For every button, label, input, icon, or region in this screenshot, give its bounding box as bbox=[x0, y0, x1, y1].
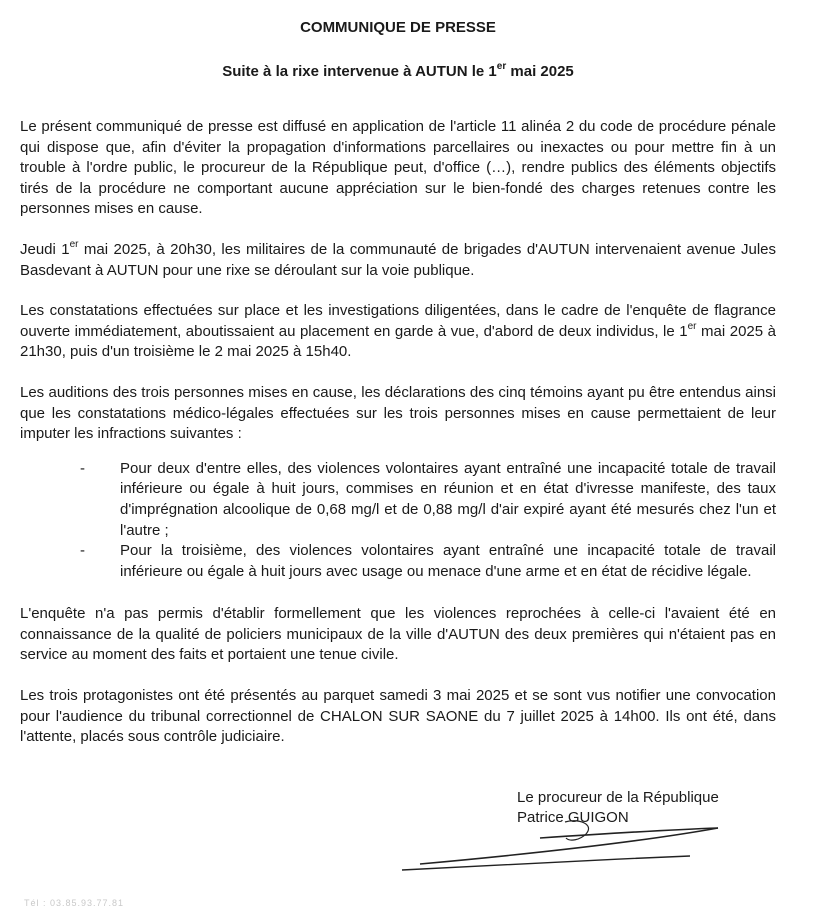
offenses-list bbox=[20, 459, 776, 583]
paragraph-intervention bbox=[20, 240, 776, 281]
paragraph-custody-start: Les constatations effectuées sur place et les investigations diligentées, dans le cadre de l'enquête de flagrance ouverte immédiatement, aboutissaient au placement en garde à vue, d'abord de deux individus, le 1 bbox=[20, 302, 776, 340]
paragraph-custody-superscript: er bbox=[687, 320, 697, 332]
paragraph-intervention-start: Jeudi 1 bbox=[20, 240, 70, 258]
list-item-text: Pour la troisième, des violences volontaires ayant entraîné une incapacité totale de travail inférieure ou égale à huit jours avec usage ou menace d'une arme et en état de récidive légale. bbox=[120, 542, 776, 580]
paragraph-custody-end: mai 2025 à 21h30, puis d'un troisième le 2 mai 2025 à 15h40. bbox=[20, 322, 776, 361]
paragraph-legal-basis: Le présent communiqué de presse est diffusé en application de l'article 11 alinéa 2 du code de procédure pénale qui dispose que, afin d'éviter la propagation d'informations parcellaires ou inexactes ou pour mettre fin à un trouble à l'ordre public, le procureur de la République peut, d'office (…), rendre publics des éléments objectifs tirés de la procédure ne comportant aucune appréciation sur le bien-fondé des charges retenues contre les personnes mises en cause. bbox=[20, 118, 776, 218]
signatory-name: Patrice GUIGON bbox=[517, 809, 629, 826]
paragraph-offenses-intro: Les auditions des trois personnes mises en cause, les déclarations des cinq témoins ayant pu être entendus ainsi que les constatations médico-légales effectuées sur les trois personnes mises en cause permettaient de leur imputer les infractions suivantes : bbox=[20, 383, 776, 443]
signatory-role: Le procureur de la République bbox=[517, 789, 719, 806]
document-subtitle bbox=[0, 61, 796, 83]
paragraph-court-summons: Les trois protagonistes ont été présentés au parquet samedi 3 mai 2025 et se sont vus notifier une convocation pour l'audience du tribunal correctionnel de CHALON SUR SAONE du 7 juillet 2025 à 14h00. Ils ont été, dans l'attente, placés sous contrôle judiciaire. bbox=[20, 687, 776, 746]
list-dash: - bbox=[80, 459, 85, 477]
document-body bbox=[20, 117, 776, 768]
paragraph-intervention-end: mai 2025, à 20h30, les militaires de la communauté de brigades d'AUTUN intervenaient avenue Jules Basdevant à AUTUN pour une rixe se déroulant sur la voie publique. bbox=[20, 240, 777, 279]
handwritten-signature bbox=[390, 820, 720, 880]
document-title: COMMUNIQUE DE PRESSE bbox=[300, 19, 496, 36]
subtitle-superscript: er bbox=[496, 61, 507, 72]
paragraph-intervention-superscript: er bbox=[69, 238, 79, 250]
footer-phone: Tél : 03.85.93.77.81 bbox=[24, 898, 125, 908]
subtitle-text-end: mai 2025 bbox=[506, 63, 574, 80]
list-item-text: Pour deux d'entre elles, des violences volontaires ayant entraîné une incapacité totale de travail inférieure ou égale à huit jours, commises en réunion et en état d'ivresse manifeste, des taux d'imprégnation alcoolique de 0,68 mg/l et de 0,88 mg/l d'air expiré ayant été mesurés chez l'un et l'autre ; bbox=[120, 459, 776, 539]
list-item bbox=[20, 459, 776, 541]
subtitle-text: Suite à la rixe intervenue à AUTUN le 1 bbox=[222, 63, 497, 80]
list-dash: - bbox=[80, 542, 85, 560]
paragraph-custody bbox=[20, 301, 776, 363]
list-item bbox=[20, 541, 776, 582]
paragraph-police-status: L'enquête n'a pas permis d'établir formellement que les violences reprochées à celle-ci l'avaient été en connaissance de la qualité de policiers municipaux de la ville d'AUTUN des deux premières qui n'étaient pas en service au moment des faits et portaient une tenue civile. bbox=[20, 605, 776, 664]
